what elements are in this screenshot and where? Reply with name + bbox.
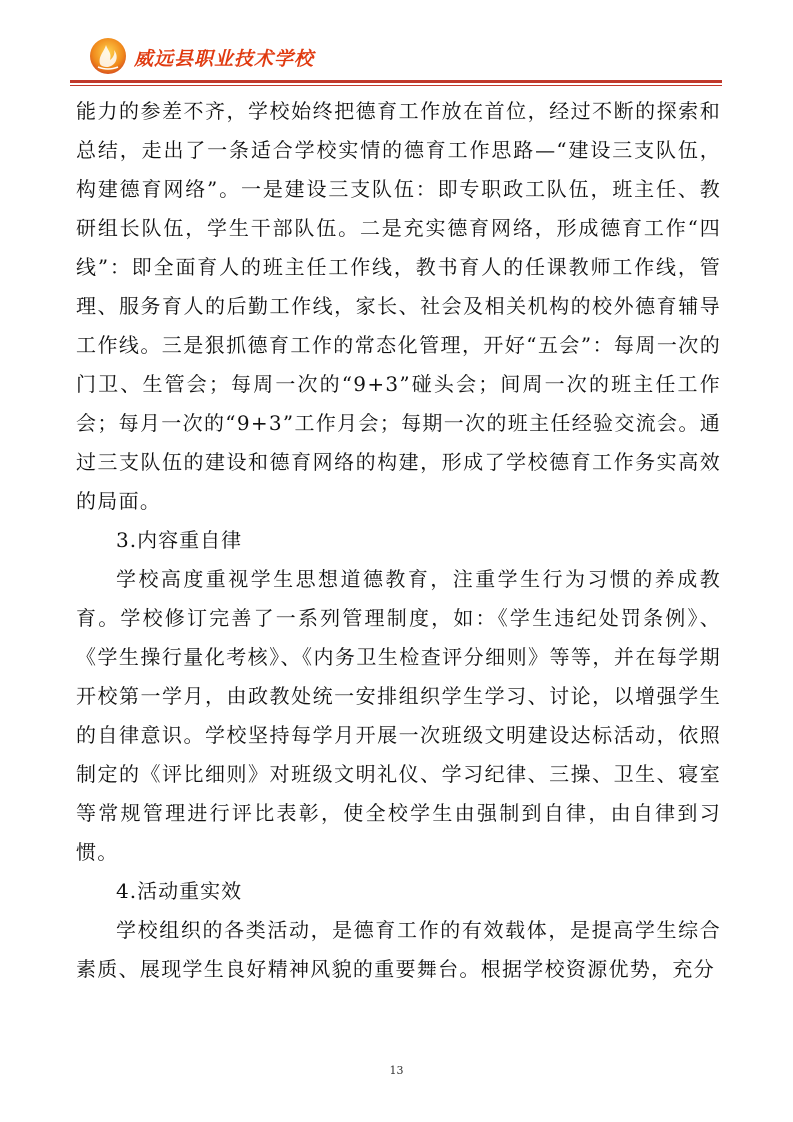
page-header (70, 30, 722, 82)
paragraph-self-discipline: 学校高度重视学生思想道德教育，注重学生行为习惯的养成教育。学校修订完善了一系列管理制度，如：《学生违纪处罚条例》、《学生操行量化考核》、《内务卫生检查评分细则》等等，并在每学期开校第一学月，由政教处统一安排组织学生学习、讨论，以增强学生的自律意识。学校坚持每学月开展一次班级文明建设达标活动，依照制定的《评比细则》对班级文明礼仪、学习纪律、三操、卫生、寝室等常规管理进行评比表彰，使全校学生由强制到自律，由自律到习惯。 (76, 567, 721, 864)
school-logo-flame-icon (88, 36, 128, 76)
section-heading-4: 4.活动重实效 (116, 879, 243, 903)
section-heading-3: 3.内容重自律 (116, 528, 243, 552)
header-rule-thin (70, 85, 722, 86)
school-name: 威远县职业技术学校 (134, 48, 315, 70)
paragraph-continued: 能力的参差不齐，学校始终把德育工作放在首位，经过不断的探索和总结，走出了一条适合学校实情的德育工作思路—“建设三支队伍，构建德育网络”。一是建设三支队伍：即专职政工队伍，班主任、教研组长队伍，学生干部队伍。二是充实德育网络，形成德育工作“四线”：即全面育人的班主任工作线，教书育人的任课教师工作线，管理、服务育人的后勤工作线，家长、社会及相关机构的校外德育辅导工作线。三是狠抓德育工作的常态化管理，开好“五会”：每周一次的门卫、生管会；每周一次的“9+3”碰头会；间周一次的班主任工作会；每月一次的“9+3”工作月会；每期一次的班主任经验交流会。通过三支队伍的建设和德育网络的构建，形成了学校德育工作务实高效的局面。 (76, 99, 721, 513)
document-body (76, 92, 721, 989)
paragraph-activities: 学校组织的各类活动，是德育工作的有效载体，是提高学生综合素质、展现学生良好精神风貌的重要舞台。根据学校资源优势，充分 (76, 918, 721, 981)
page-number: 13 (389, 1064, 404, 1077)
header-rule-thick (70, 80, 722, 83)
